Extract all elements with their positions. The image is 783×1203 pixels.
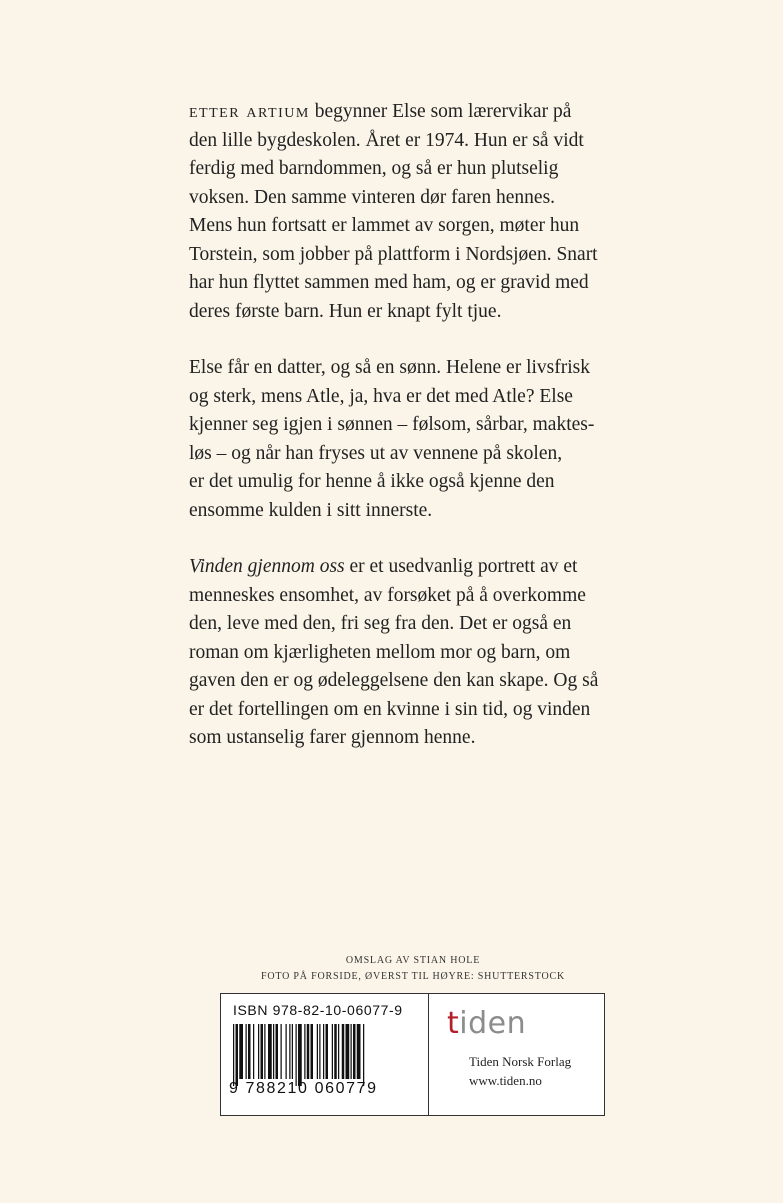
cover-design-credit: OMSLAG AV STIAN HOLE <box>345 955 481 966</box>
barcode-bar <box>258 1024 259 1079</box>
barcode-bar <box>342 1024 345 1079</box>
barcode-bar <box>338 1024 339 1079</box>
barcode-bar <box>281 1024 282 1079</box>
blurb-lead: etter artium <box>189 101 310 122</box>
barcode-bar <box>261 1024 264 1079</box>
barcode-bar <box>296 1024 297 1086</box>
barcode-bar <box>233 1024 234 1086</box>
barcode-bar <box>268 1024 272 1079</box>
barcode-bar <box>276 1024 279 1079</box>
blurb-paragraph-3-text: er et usedvanlig portrett av et menneskes ensomhet, av forsøket på å overkomme den, leve med den, fri seg fra den. Det er også en roman om kjærligheten mellom mor og barn, om gaven den er og ødeleggelsene den kan skape. Og så er det fortellingen om en kvinne i sin tid, og vinden som ustanselig farer gjennom henne. <box>189 556 599 748</box>
barcode-bar <box>319 1024 320 1079</box>
barcode-bar <box>317 1024 318 1079</box>
barcode-bar <box>332 1024 333 1079</box>
barcode-bar <box>236 1024 239 1086</box>
publisher-url: www.tiden.no <box>469 1073 542 1088</box>
barcode <box>233 1024 413 1086</box>
barcode-digits: 9 788210 060779 <box>229 1080 378 1097</box>
photo-credit: FOTO PÅ FORSIDE, ØVERST TIL HØYRE: SHUTTERSTOCK <box>260 971 566 982</box>
barcode-bar <box>292 1024 293 1079</box>
barcode-bar <box>351 1024 352 1079</box>
book-title: Vinden gjennom oss <box>189 556 345 577</box>
isbn-box <box>220 993 605 1116</box>
barcode-bar <box>353 1024 356 1079</box>
barcode-bar <box>323 1024 324 1079</box>
barcode-bar <box>273 1024 274 1079</box>
barcode-bar <box>334 1024 337 1079</box>
logo-letter-t: t <box>447 1006 460 1041</box>
barcode-bar <box>298 1024 302 1086</box>
back-cover-blurb <box>189 98 649 781</box>
blurb-paragraph-1-text: begynner Else som lærervikar på den lille bygdeskolen. Året er 1974. Hun er så vidt ferdig med barndommen, og så er hun plutselig voksen. Den samme vinteren dør faren hennes. Mens hun fortsatt er lammet av sorgen, møter hun Torstein, som jobber på plattform i Nordsjøen. Snart har hun flyttet sammen med ham, og er gravid med deres første barn. Hun er knapt fylt tjue. <box>189 101 598 322</box>
logo-text-rest: iden <box>459 1006 527 1041</box>
cover-credits <box>220 953 606 985</box>
isbn-number: ISBN 978-82-10-06077-9 <box>233 1002 403 1018</box>
barcode-bar <box>326 1024 329 1079</box>
publisher-panel <box>429 994 604 1115</box>
blurb-paragraph-1 <box>189 98 649 326</box>
blurb-paragraph-2: Else får en datter, og så en sønn. Helene er livsfrisk og sterk, mens Atle, ja, hva er det med Atle? Else kjenner seg igjen i sønnen – følsom, sårbar, maktes- løs – og når han fryses ut av vennene på skolen, er det umulig for henne å ikke også kjenne den ensomme kulden i sitt innerste. <box>189 357 595 521</box>
barcode-bar <box>304 1024 305 1079</box>
barcode-bar <box>248 1024 251 1079</box>
barcode-bar <box>346 1024 350 1079</box>
barcode-bar <box>246 1024 247 1079</box>
barcode-bar <box>357 1024 361 1079</box>
barcode-bar <box>264 1024 265 1079</box>
barcode-panel <box>221 994 429 1115</box>
blurb-paragraph-3 <box>189 553 649 753</box>
barcode-bar <box>311 1024 314 1079</box>
barcode-bar <box>253 1024 254 1079</box>
barcode-bar <box>239 1024 243 1079</box>
tiden-logo <box>447 1006 526 1041</box>
barcode-bar <box>289 1024 290 1079</box>
barcode-bar <box>363 1024 364 1086</box>
publisher-name: Tiden Norsk Forlag <box>469 1054 572 1069</box>
barcode-bar <box>286 1024 287 1079</box>
barcode-bar <box>307 1024 310 1079</box>
